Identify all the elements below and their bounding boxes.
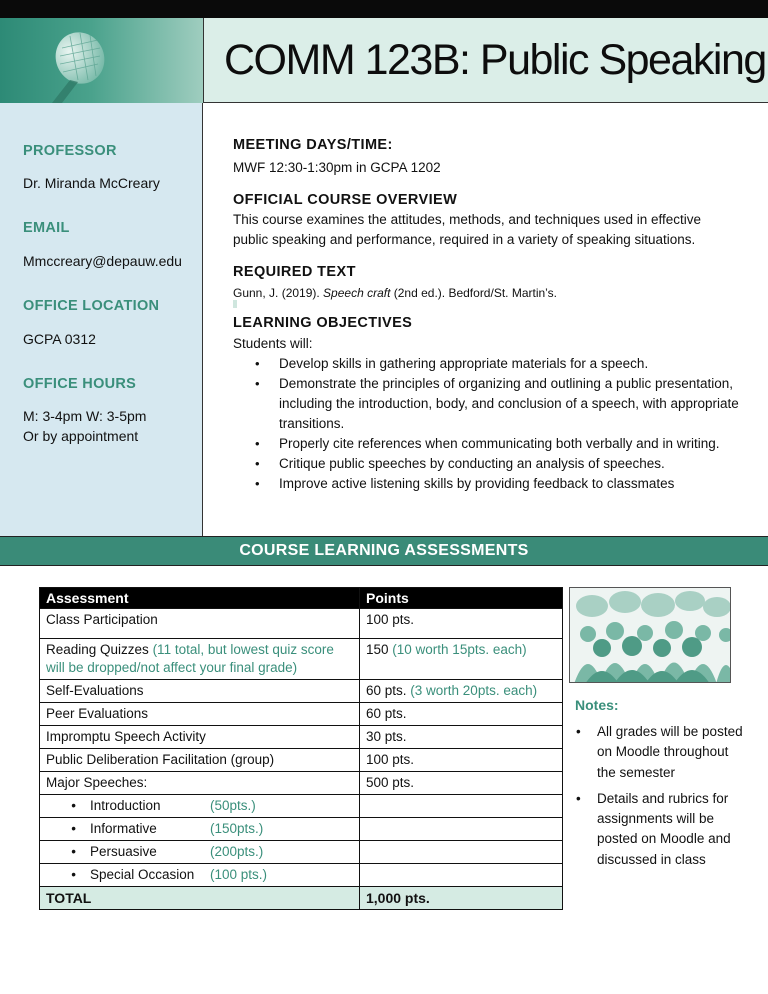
total-row xyxy=(40,887,563,910)
assessment-name: Major Speeches: xyxy=(46,775,148,790)
points-cell xyxy=(360,726,563,749)
table-row xyxy=(40,609,563,639)
points-value: 60 pts. xyxy=(366,683,411,698)
table-row xyxy=(40,639,563,680)
objectives-heading: LEARNING OBJECTIVES xyxy=(233,315,413,331)
overview-line2: public speaking and performance, required in a variety of speaking situations. xyxy=(233,232,696,247)
top-bar xyxy=(0,0,768,18)
meeting-text: MWF 12:30-1:30pm in GCPA 1202 xyxy=(233,160,441,175)
bullet: • xyxy=(71,844,76,859)
column-header-points: Points xyxy=(360,588,563,609)
bullet: • xyxy=(71,798,76,813)
speech-points: (200pts.) xyxy=(210,844,264,859)
grades-table xyxy=(39,587,563,910)
list-item: • Properly cite references when communicating both verbally and in writing. xyxy=(253,434,743,454)
microphone-icon xyxy=(0,18,203,103)
table-row xyxy=(40,864,563,887)
list-item: • Critique public speeches by conducting an analysis of speeches. xyxy=(253,454,743,474)
bullet: • xyxy=(71,867,76,882)
assessment-name: Self-Evaluations xyxy=(46,683,144,698)
list-item: • Improve active listening skills by providing feedback to classmates xyxy=(253,474,743,494)
speech-points: (50pts.) xyxy=(210,798,256,813)
notes-list xyxy=(574,722,744,876)
header-title-box xyxy=(203,18,768,103)
table-row xyxy=(40,680,563,703)
list-item: • Demonstrate the principles of organizing and outlining a public presentation, including the introduction, body, and conclusion of a speech, with appropriate transitions. xyxy=(253,374,743,434)
points-value: 150 xyxy=(366,642,393,657)
assessment-cell xyxy=(40,609,360,639)
table-header-row xyxy=(40,588,563,609)
points-value: 60 pts. xyxy=(366,706,407,721)
assessment-cell xyxy=(40,726,360,749)
office-hours-line2: Or by appointment xyxy=(23,428,139,444)
page-title: COMM 123B: Public Speaking xyxy=(224,36,766,84)
discussion-group-image xyxy=(569,587,731,683)
points-note: (10 worth 15pts. each) xyxy=(392,642,527,657)
objectives-intro: Students will: xyxy=(233,336,313,351)
points-cell xyxy=(360,703,563,726)
points-cell xyxy=(360,609,563,639)
points-value: 30 pts. xyxy=(366,729,407,744)
points-cell xyxy=(360,680,563,703)
assessments-banner xyxy=(0,536,768,566)
points-cell xyxy=(360,864,563,887)
assessment-name: Public Deliberation Facilitation (group) xyxy=(46,752,275,767)
sidebar xyxy=(0,103,203,537)
points-cell xyxy=(360,772,563,795)
overview-line1: This course examines the attitudes, methods, and techniques used in effective xyxy=(233,212,702,227)
list-item: • Develop skills in gathering appropriate materials for a speech. xyxy=(253,354,743,374)
column-header-assessment: Assessment xyxy=(40,588,360,609)
notes-heading: Notes: xyxy=(575,697,619,713)
bullet: • xyxy=(71,821,76,836)
assessments-title: COURSE LEARNING ASSESSMENTS xyxy=(239,542,529,559)
points-value: 100 pts. xyxy=(366,752,415,767)
points-value: 500 pts. xyxy=(366,775,415,790)
list-item: • Details and rubrics for assignments will be posted on Moodle and discussed in class xyxy=(574,789,744,870)
speech-name: Informative xyxy=(90,821,157,836)
table-row xyxy=(40,749,563,772)
speech-cell xyxy=(40,818,360,841)
objectives-list xyxy=(253,354,743,494)
points-cell xyxy=(360,841,563,864)
assessment-name: Peer Evaluations xyxy=(46,706,149,721)
speech-cell xyxy=(40,841,360,864)
table-row xyxy=(40,772,563,795)
discussion-group-icon xyxy=(570,588,731,683)
required-text-heading: REQUIRED TEXT xyxy=(233,264,356,280)
office-location: GCPA 0312 xyxy=(23,331,96,347)
list-item: • All grades will be posted on Moodle throughout the semester xyxy=(574,722,744,783)
assessment-cell xyxy=(40,772,360,795)
meeting-heading: MEETING DAYS/TIME: xyxy=(233,137,393,153)
assessment-cell xyxy=(40,703,360,726)
table-row xyxy=(40,841,563,864)
overview-heading: OFFICIAL COURSE OVERVIEW xyxy=(233,192,458,208)
professor-name: Dr. Miranda McCreary xyxy=(23,175,160,191)
speech-name: Introduction xyxy=(90,798,161,813)
citation-prefix: Gunn, J. (2019). xyxy=(233,286,324,300)
professor-heading: PROFESSOR xyxy=(23,143,117,159)
table-row xyxy=(40,726,563,749)
office-location-heading: OFFICE LOCATION xyxy=(23,298,160,314)
assessment-cell xyxy=(40,639,360,680)
total-points: 1,000 pts. xyxy=(360,887,563,910)
header-photo xyxy=(0,18,203,103)
office-hours-heading: OFFICE HOURS xyxy=(23,376,137,392)
points-note: (3 worth 20pts. each) xyxy=(410,683,538,698)
points-value: 100 pts. xyxy=(366,612,415,627)
speech-cell xyxy=(40,864,360,887)
assessment-name: Reading Quizzes xyxy=(46,642,153,657)
points-cell xyxy=(360,749,563,772)
email-heading: EMAIL xyxy=(23,220,70,236)
points-cell xyxy=(360,795,563,818)
required-text-citation xyxy=(233,283,557,303)
assessment-name: Class Participation xyxy=(46,612,158,627)
assessment-note: (11 total, but lowest quiz score will be dropped/not affect your final grade) xyxy=(46,642,334,675)
speech-points: (100 pts.) xyxy=(210,867,268,882)
table-row xyxy=(40,818,563,841)
assessment-name: Impromptu Speech Activity xyxy=(46,729,206,744)
citation-title: Speech craft xyxy=(323,286,391,300)
email-address[interactable]: Mmccreary@depauw.edu xyxy=(23,253,182,269)
speech-cell xyxy=(40,795,360,818)
citation-suffix: (2nd ed.). Bedford/St. Martin’s. xyxy=(390,286,557,300)
speech-points: (150pts.) xyxy=(210,821,264,836)
assessment-cell xyxy=(40,749,360,772)
table-row xyxy=(40,703,563,726)
points-cell xyxy=(360,818,563,841)
speech-name: Special Occasion xyxy=(90,867,195,882)
total-label: TOTAL xyxy=(40,887,360,910)
points-cell xyxy=(360,639,563,680)
office-hours-line1: M: 3-4pm W: 3-5pm xyxy=(23,408,147,424)
assessment-cell xyxy=(40,680,360,703)
table-row xyxy=(40,795,563,818)
marker xyxy=(233,300,237,308)
speech-name: Persuasive xyxy=(90,844,157,859)
